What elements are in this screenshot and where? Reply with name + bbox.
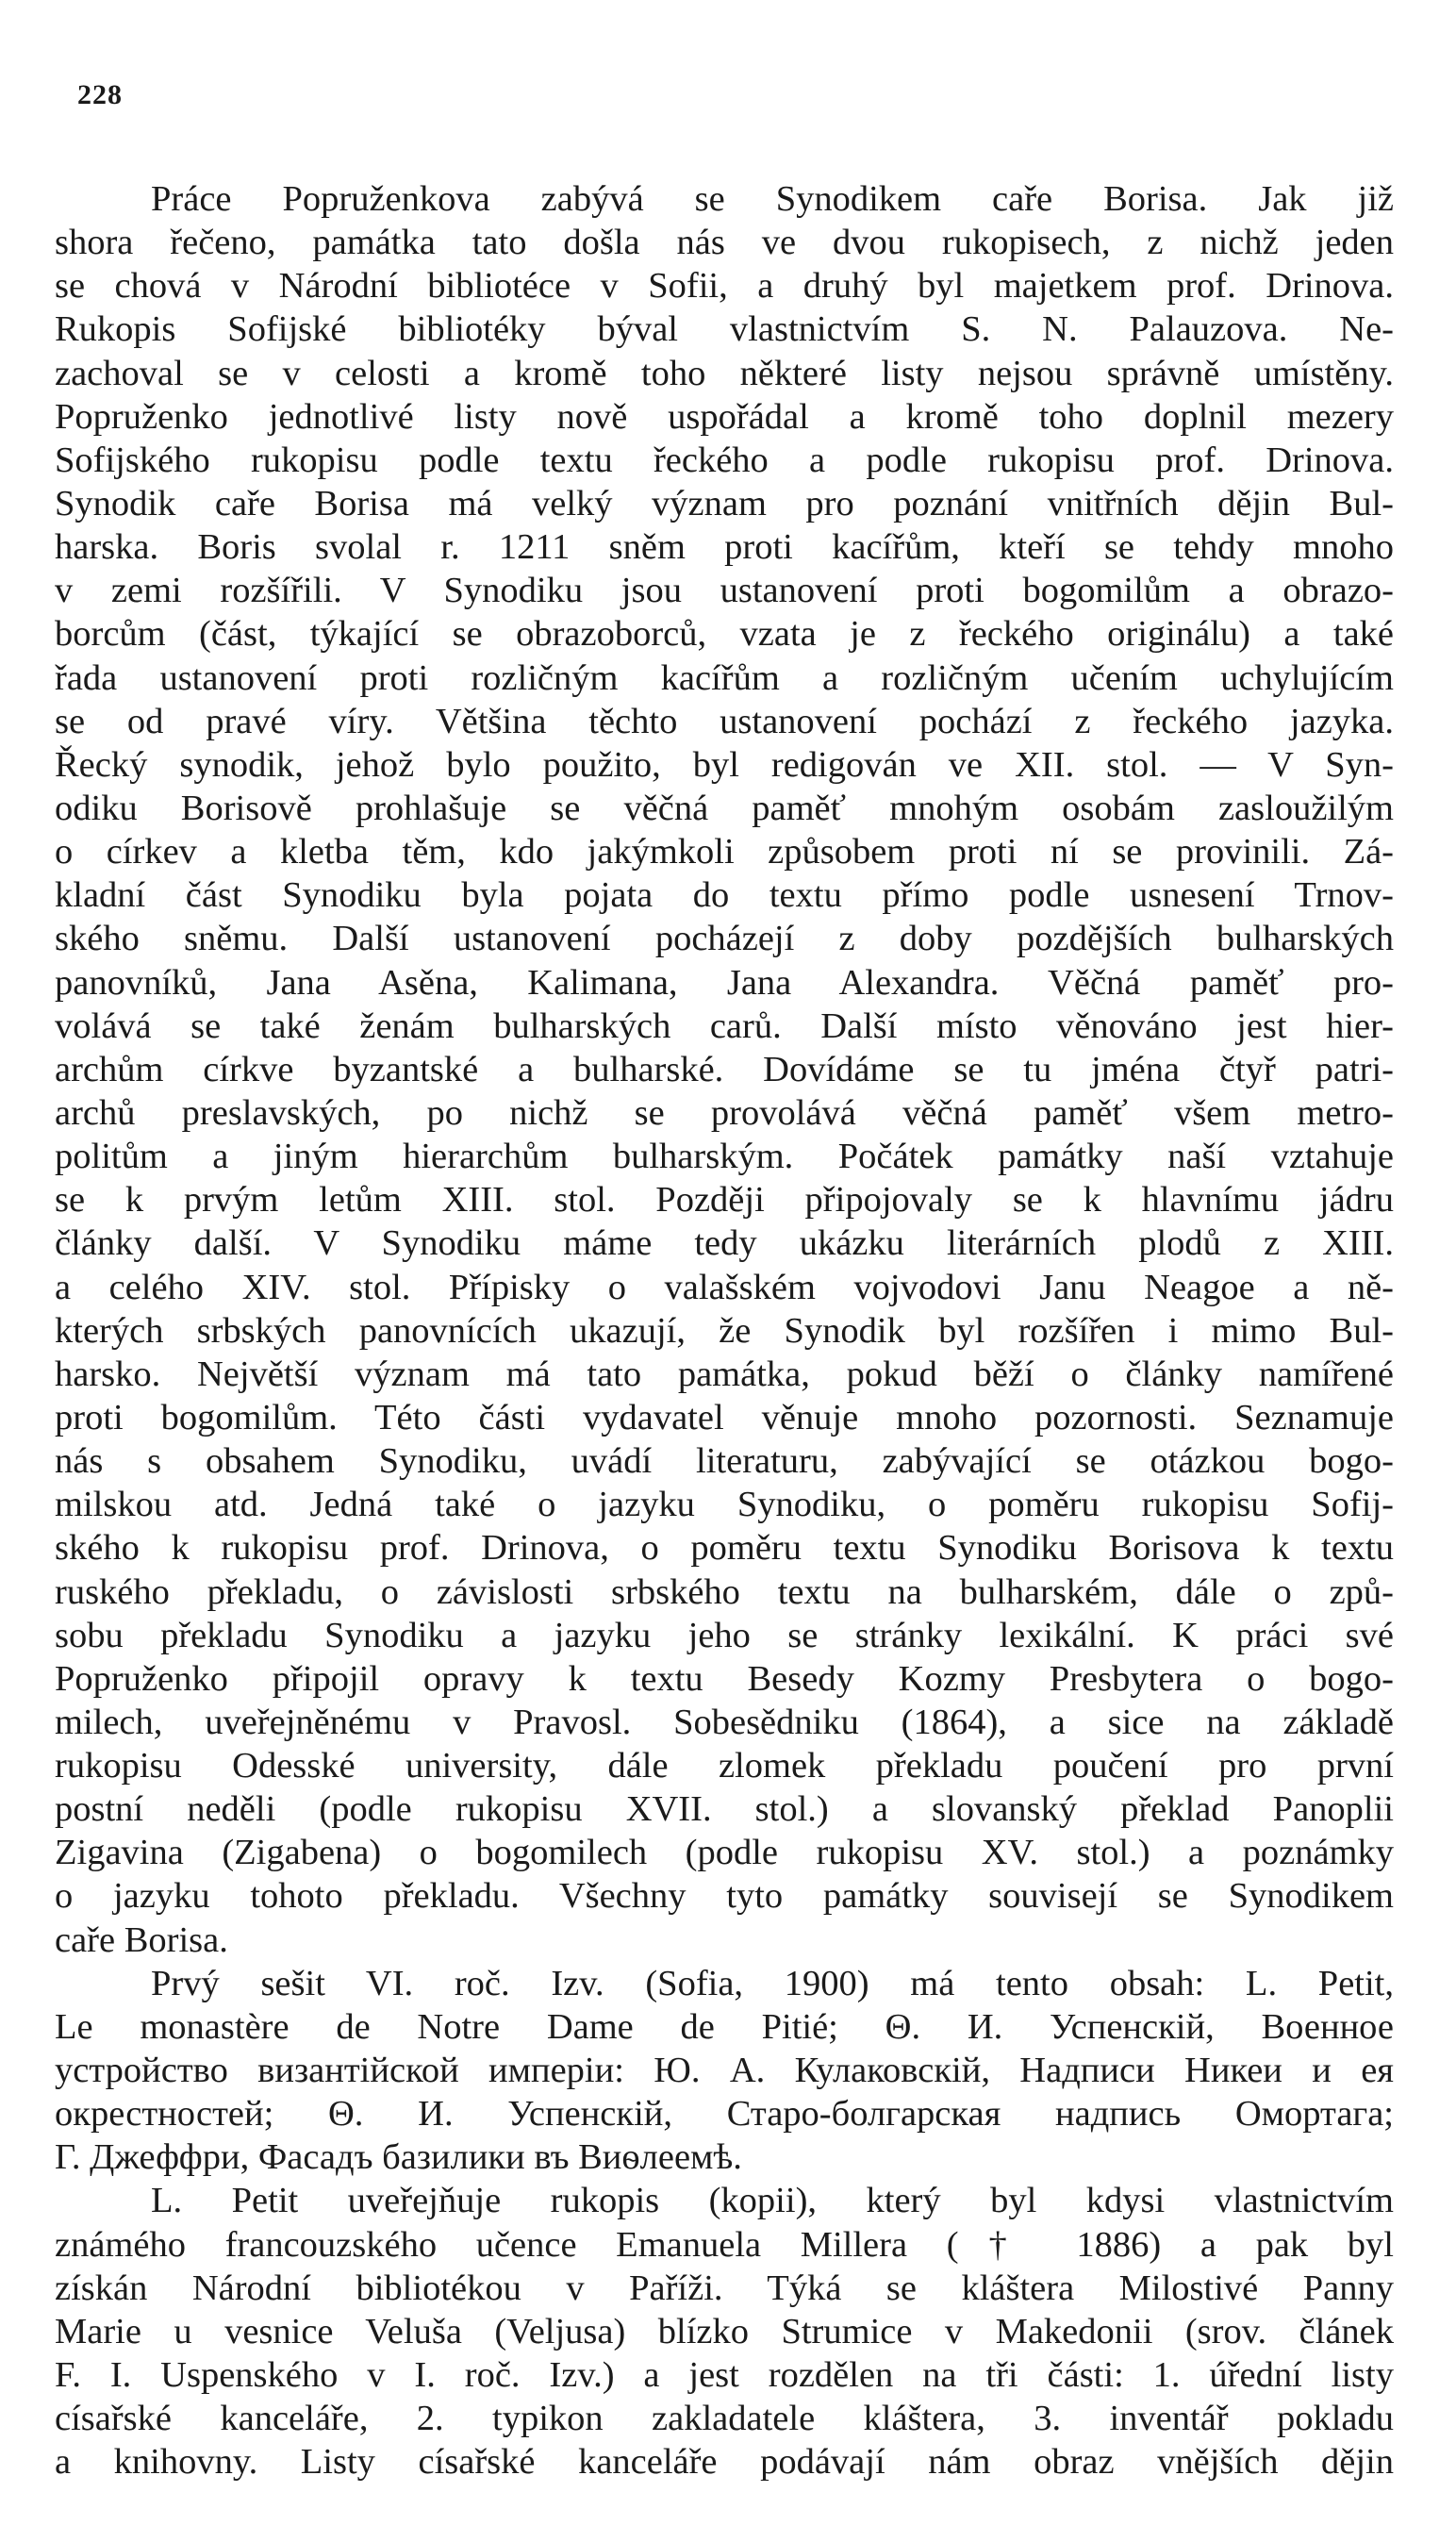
text-line: zachoval se v celosti a kromě toho některé listy nejsou správně umístěny.: [55, 353, 1394, 393]
text-line: postní neděli (podle rukopisu XVII. stol.) a slovanský překlad Panoplii: [55, 1789, 1394, 1830]
text-line: v zemi rozšířili. V Synodiku jsou ustanovení proti bogomilům a obrazo-: [55, 571, 1394, 611]
text-line: získán Národní bibliotékou v Paříži. Týká se kláštera Milostivé Panny: [55, 2268, 1394, 2308]
text-line: Popruženko jednotlivé listy nově uspořádal a kromě toho doplnil mezery: [55, 396, 1394, 437]
text-line: rukopisu Odesské university, dále zlomek překladu poučení pro první: [55, 1746, 1394, 1786]
text-line: устройство византійской имперіи: Ю. А. Кулаковскій, Надписи Никеи и ея: [55, 2051, 1394, 2091]
text-line: ského sněmu. Další ustanovení pocházejí z doby pozdějších bulharských: [55, 919, 1394, 959]
text-line: Rukopis Sofijské bibliotéky býval vlastnictvím S. N. Palauzova. Ne-: [55, 309, 1394, 350]
text-line: archům církve byzantské a bulharské. Dovídáme se tu jména čtyř patri-: [55, 1049, 1394, 1089]
text-line: panovníků, Jana Asěna, Kalimana, Jana Alexandra. Věčná paměť pro-: [55, 962, 1394, 1003]
page-number: 228: [77, 79, 123, 110]
text-line: a celého XIV. stol. Přípisky o valašském vojvodovi Janu Neagoe a ně-: [55, 1267, 1394, 1307]
text-line: Zigavina (Zigabena) o bogomilech (podle rukopisu XV. stol.) a poznámky: [55, 1833, 1394, 1873]
text-line: nás s obsahem Synodiku, uvádí literaturu, zabývající se otázkou bogo-: [55, 1441, 1394, 1482]
text-line: Marie u vesnice Veluša (Veljusa) blízko Strumice v Makedonii (srov. článek: [55, 2311, 1394, 2351]
text-line: o jazyku tohoto překladu. Všechny tyto památky souvisejí se Synodikem: [55, 1876, 1394, 1917]
text-line: volává se také ženám bulharských carů. Další místo věnováno jest hier-: [55, 1005, 1394, 1046]
text-line: ského k rukopisu prof. Drinova, o poměru textu Synodiku Borisova k textu: [55, 1528, 1394, 1569]
text-line: ruského překladu, o závislosti srbského textu na bulharském, dále o způ-: [55, 1571, 1394, 1612]
text-line: Г. Джеффри, Фасадъ базилики въ Виѳлеемѣ.: [55, 2137, 742, 2178]
text-line: L. Petit uveřejňuje rukopis (kopii), který byl kdysi vlastnictvím: [151, 2181, 1394, 2221]
text-line: harsko. Největší význam má tato památka, pokud běží o články namířené: [55, 1354, 1394, 1394]
text-line: a knihovny. Listy císařské kanceláře podávají nám obraz vnějších dějin: [55, 2442, 1394, 2483]
text-line: окрестностей; Θ. И. Успенскій, Старо-болгарская надпись Омортага;: [55, 2094, 1394, 2135]
text-line: známého francouzského učence Emanuela Millera († 1886) a pak byl: [55, 2224, 1394, 2265]
text-line: F. I. Uspenského v I. roč. Izv.) a jest rozdělen na tři části: 1. úřední listy: [55, 2355, 1394, 2396]
text-line: kterých srbských panovnících ukazují, že Synodik byl rozšířen i mimo Bul-: [55, 1310, 1394, 1351]
text-line: milech, uveřejněnému v Pravosl. Sobesědniku (1864), a sice na základě: [55, 1702, 1394, 1742]
text-line: harska. Boris svolal r. 1211 sněm proti kacířům, kteří se tehdy mnoho: [55, 527, 1394, 568]
text-line: Práce Popruženkova zabývá se Synodikem caře Borisa. Jak již: [151, 179, 1394, 219]
text-line: sobu překladu Synodiku a jazyku jeho se stránky lexikální. K práci své: [55, 1615, 1394, 1655]
text-line: Le monastère de Notre Dame de Pitié; Θ. И. Успенскій, Военное: [55, 2006, 1394, 2047]
text-line: milskou atd. Jedná také o jazyku Synodiku, o poměru rukopisu Sofij-: [55, 1485, 1394, 1525]
text-line: odiku Borisově prohlašuje se věčná paměť mnohým osobám zasloužilým: [55, 788, 1394, 828]
text-line: proti bogomilům. Této části vydavatel věnuje mnoho pozornosti. Seznamuje: [55, 1397, 1394, 1437]
text-line: Řecký synodik, jehož bylo použito, byl redigován ve XII. stol. — V Syn-: [55, 744, 1394, 785]
text-line: shora řečeno, památka tato došla nás ve dvou rukopisech, z nichž jeden: [55, 223, 1394, 263]
text-line: Sofijského rukopisu podle textu řeckého a podle rukopisu prof. Drinova.: [55, 440, 1394, 480]
text-line: články další. V Synodiku máme tedy ukázku literárních plodů z XIII.: [55, 1223, 1394, 1264]
text-line: archů preslavských, po nichž se provolává věčná paměť všem metro-: [55, 1092, 1394, 1133]
text-line: politům a jiným hierarchům bulharským. Počátek památky naší vztahuje: [55, 1137, 1394, 1177]
text-line: borcům (část, týkající se obrazoborců, vzata je z řeckého originálu) a také: [55, 614, 1394, 655]
text-line: Synodik caře Borisa má velký význam pro poznání vnitřních dějin Bul-: [55, 483, 1394, 523]
text-line: se chová v Národní bibliotéce v Sofii, a druhý byl majetkem prof. Drinova.: [55, 266, 1394, 307]
text-line: se od pravé víry. Většina těchto ustanovení pochází z řeckého jazyka.: [55, 701, 1394, 741]
text-line: kladní část Synodiku byla pojata do textu přímo podle usnesení Trnov-: [55, 875, 1394, 916]
text-line: o církev a kletba těm, kdo jakýmkoli způsobem proti ní se provinili. Zá-: [55, 832, 1394, 872]
text-line: Prvý sešit VI. roč. Izv. (Sofia, 1900) má tento obsah: L. Petit,: [151, 1963, 1394, 2003]
text-line: se k prvým letům XIII. stol. Později připojovaly se k hlavnímu jádru: [55, 1180, 1394, 1221]
text-line: řada ustanovení proti rozličným kacířům a rozličným učením uchylujícím: [55, 657, 1394, 698]
text-line: císařské kanceláře, 2. typikon zakladatele kláštera, 3. inventář pokladu: [55, 2399, 1394, 2439]
text-line: Popruženko připojil opravy k textu Besedy Kozmy Presbytera o bogo-: [55, 1658, 1394, 1699]
body-text: [55, 177, 1394, 2484]
text-line: caře Borisa.: [55, 1919, 228, 1960]
